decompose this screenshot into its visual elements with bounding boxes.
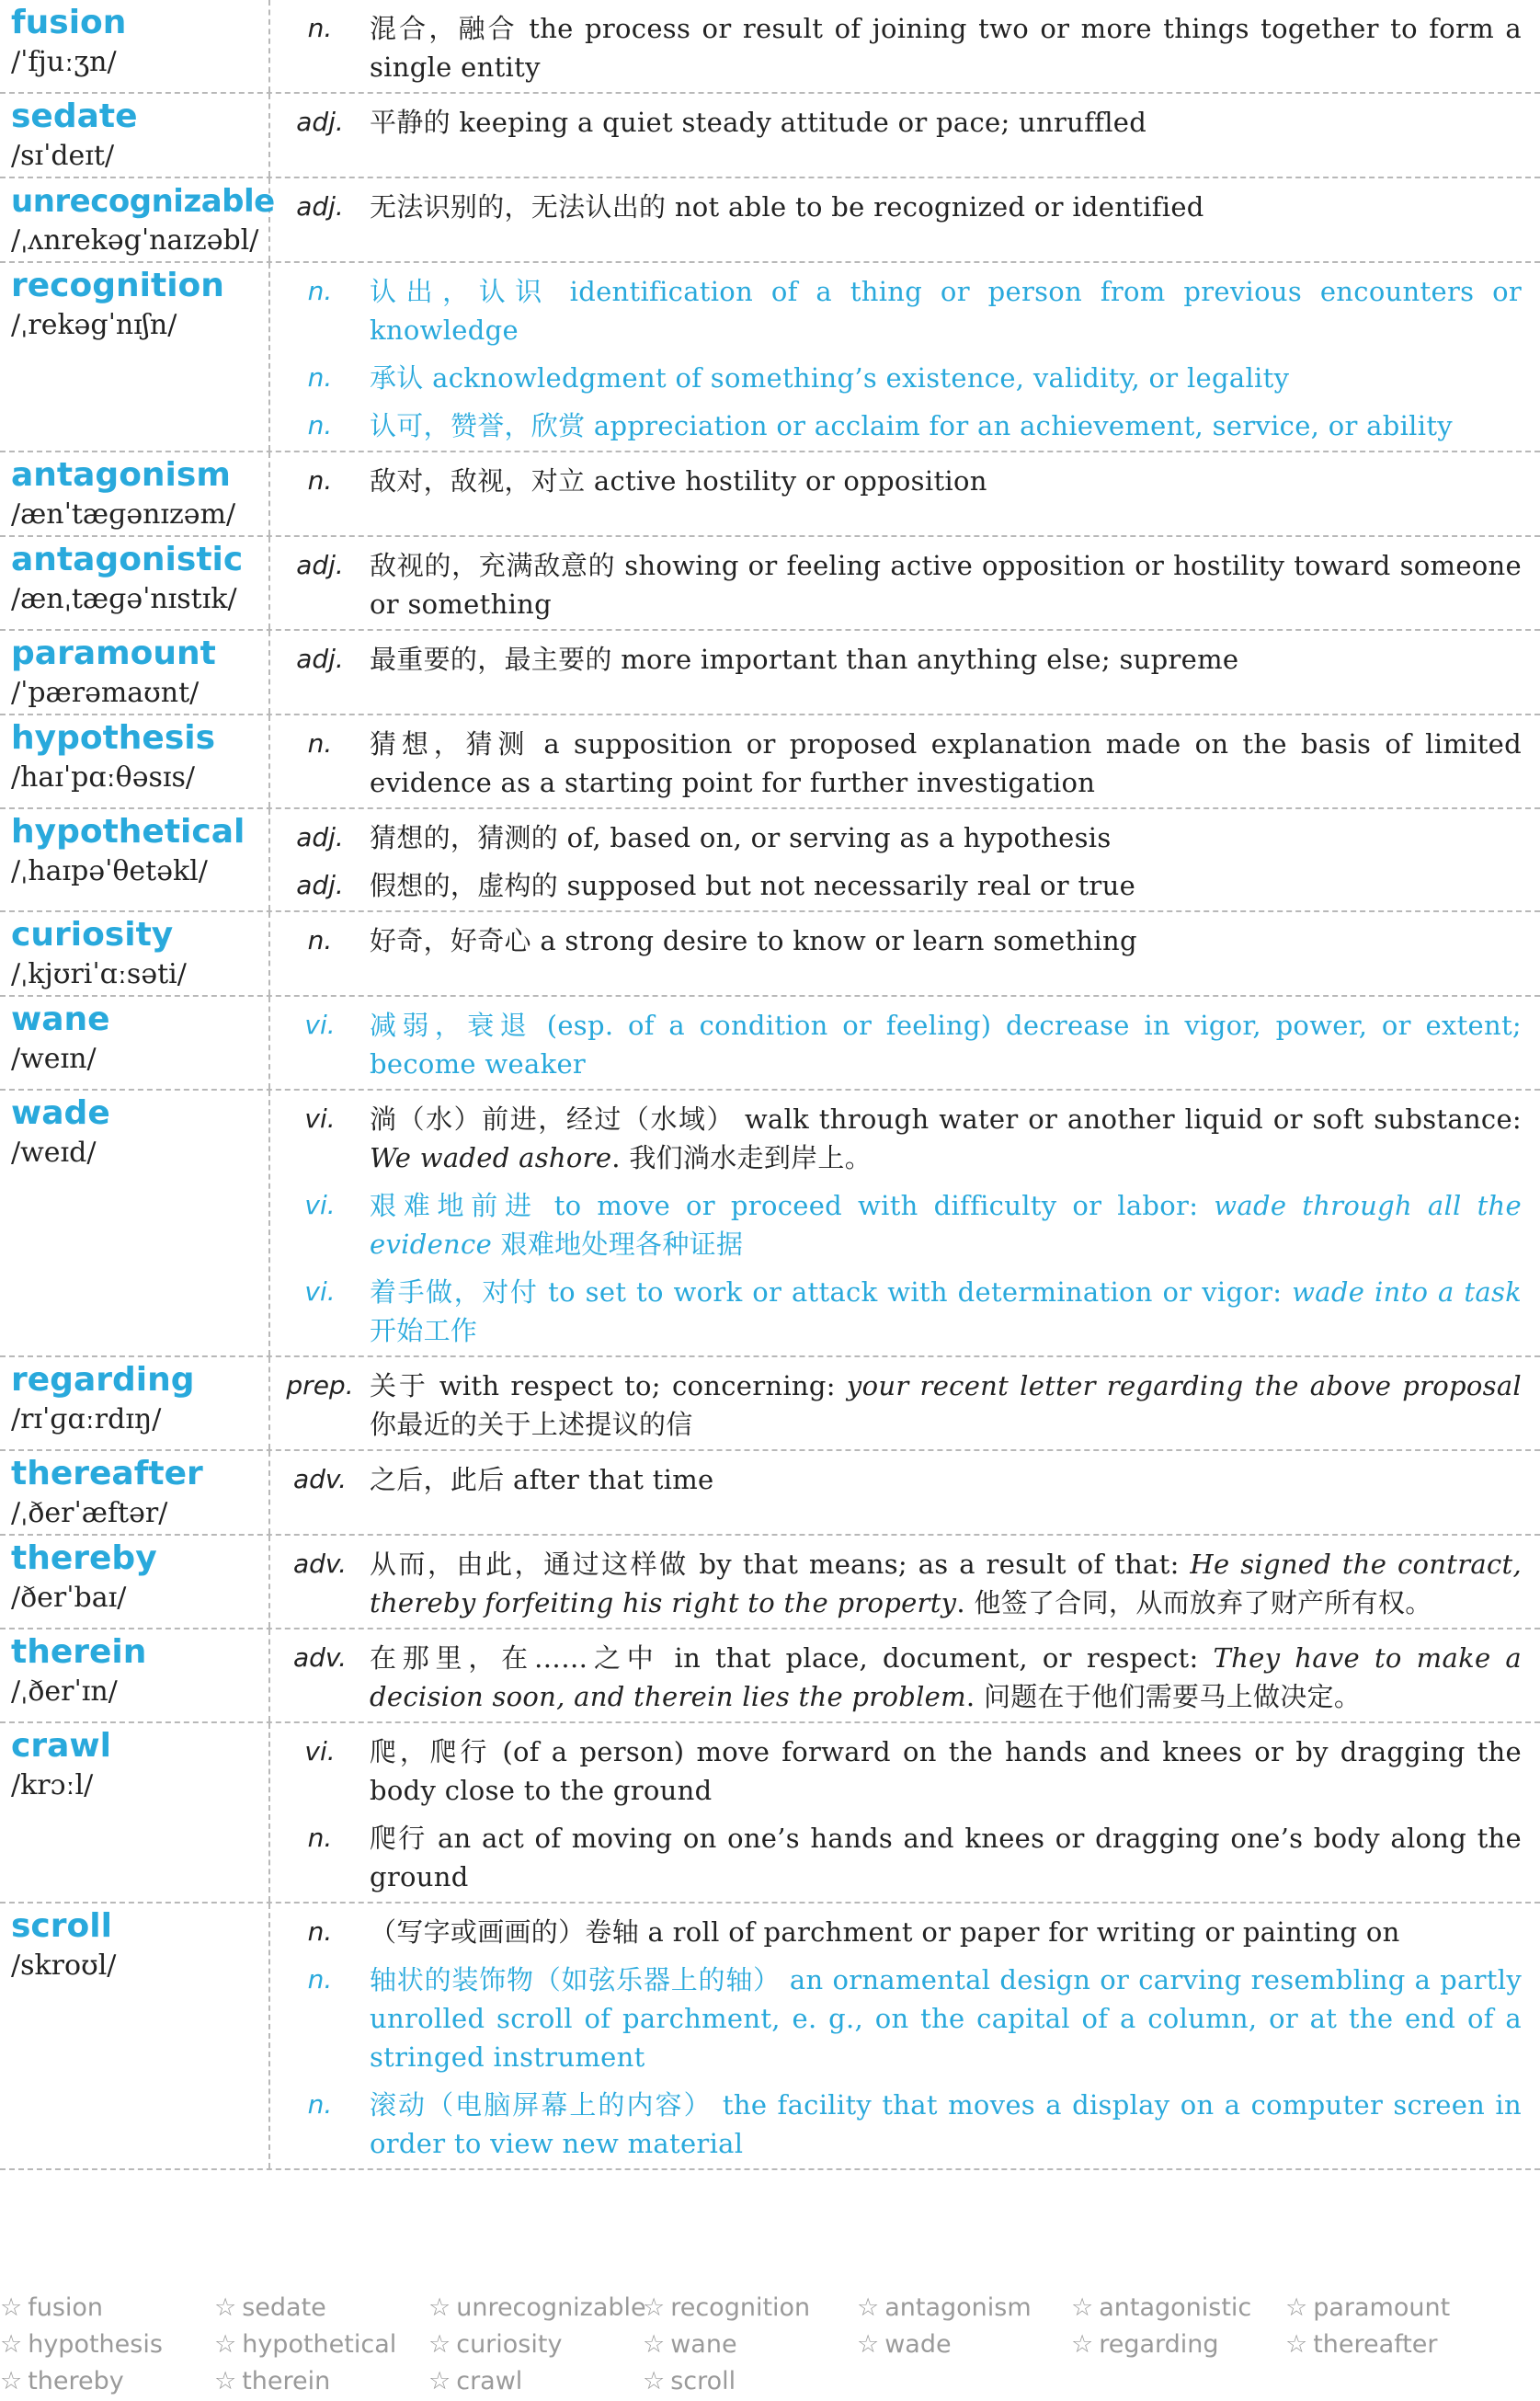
definition-main: 爬行 an act of moving on one’s hands and knees or dragging one’s body along the ground (370, 1823, 1522, 1892)
part-of-speech: vi. (304, 1010, 336, 1040)
headword-cell (0, 1357, 270, 1449)
definition-cell (270, 1536, 1540, 1628)
definition-main: 认出，认识 identification of a thing or person from previous encounters or knowledge (370, 276, 1522, 346)
star-icon: ☆ (214, 2330, 237, 2359)
sense (270, 2086, 1522, 2163)
phonetic: /ˈfjuːʒn/ (11, 46, 117, 78)
index-word: wade (884, 2330, 952, 2359)
headword: crawl (11, 1727, 111, 1765)
sense (270, 1961, 1522, 2076)
definition-main: 混合，融合 the process or result of joining two or more things together to form a single entity (370, 13, 1522, 83)
index-item (1071, 2290, 1285, 2327)
example-sentence: They have to make a decision soon, and therein lies the problem (370, 1642, 1522, 1712)
index-item (428, 2290, 646, 2327)
index-word: paramount (1313, 2293, 1451, 2322)
star-icon: ☆ (857, 2293, 880, 2322)
entry-row (0, 1904, 1540, 2170)
headword-cell (0, 263, 270, 451)
part-of-speech: n. (307, 925, 333, 955)
definition-text (370, 921, 1522, 960)
entry-row (0, 1723, 1540, 1904)
index-item (643, 2290, 857, 2327)
sense (270, 640, 1522, 679)
definition-cell (270, 263, 1540, 451)
index-word: unrecognizable (456, 2293, 646, 2322)
part-of-speech: n. (307, 1964, 333, 1995)
example-translation: 开始工作 (370, 1315, 478, 1346)
part-of-speech: n. (307, 728, 333, 759)
phonetic: /weɪd/ (11, 1137, 97, 1169)
part-of-speech: n. (307, 276, 333, 306)
part-of-speech: adv. (292, 1464, 348, 1494)
headword-cell (0, 631, 270, 714)
definition-text (370, 188, 1522, 226)
headword-cell (0, 1904, 270, 2168)
example-translation: . 问题在于他们需要马上做决定。 (965, 1681, 1362, 1712)
index-word: sedate (242, 2293, 326, 2322)
definition-text (370, 406, 1522, 445)
definition-main: 淌（水）前进，经过（水域） walk through water or another liquid or soft substance: (370, 1103, 1522, 1135)
entry-row (0, 94, 1540, 178)
definition-text (370, 1961, 1522, 2076)
definition-cell (270, 452, 1540, 535)
headword-cell (0, 912, 270, 995)
part-of-speech: n. (307, 465, 333, 496)
definition-text (370, 103, 1522, 142)
sense (270, 1819, 1522, 1896)
index-item (428, 2363, 643, 2400)
part-of-speech: n. (307, 410, 333, 440)
index-word: scroll (670, 2367, 736, 2395)
definition-main: （写字或画画的）卷轴 a roll of parchment or paper for writing or painting on (370, 1916, 1400, 1948)
sense (270, 1100, 1522, 1177)
headword: unrecognizable (11, 183, 275, 220)
star-icon: ☆ (0, 2293, 23, 2322)
definition-main: 轴状的装饰物（如弦乐器上的轴） an ornamental design or carving resembling a partly unrolled scroll of parchment, e. g., on the capital of a column, or at the end of a stringed instrument (370, 1964, 1522, 2073)
index-word: curiosity (456, 2330, 563, 2359)
index-item (0, 2290, 214, 2327)
example-translation: . 我们淌水走到岸上。 (611, 1142, 873, 1173)
phonetic: /rɪˈɡɑːrdɪŋ/ (11, 1403, 162, 1435)
star-icon: ☆ (643, 2330, 666, 2359)
phonetic: /ˌkjʊriˈɑːsəti/ (11, 958, 187, 990)
phonetic: /ˌhaɪpəˈθetəkl/ (11, 855, 208, 887)
phonetic: /ˌðerˈɪn/ (11, 1675, 118, 1708)
index-item (857, 2327, 1071, 2363)
index-word: wane (670, 2330, 737, 2359)
sense (270, 103, 1522, 142)
index-word: hypothetical (242, 2330, 397, 2359)
entry-row (0, 452, 1540, 537)
part-of-speech: adj. (296, 822, 344, 852)
entry-row (0, 997, 1540, 1091)
example-sentence: We waded ashore (370, 1142, 612, 1173)
part-of-speech: adj. (296, 107, 344, 137)
index-item (1285, 2290, 1500, 2327)
sense (270, 1186, 1522, 1263)
definition-text (370, 1460, 1522, 1499)
definition-text (370, 725, 1522, 802)
index-word: crawl (456, 2367, 523, 2395)
example-sentence: wade into a task (1292, 1276, 1522, 1308)
definition-cell (270, 178, 1540, 261)
star-icon: ☆ (1285, 2330, 1308, 2359)
part-of-speech: n. (307, 1823, 333, 1853)
definition-text (370, 640, 1522, 679)
star-icon: ☆ (428, 2293, 451, 2322)
phonetic: /ðerˈbaɪ/ (11, 1582, 127, 1614)
phonetic: /haɪˈpɑːθəsɪs/ (11, 761, 195, 794)
definition-cell (270, 1904, 1540, 2168)
star-icon: ☆ (428, 2367, 451, 2395)
definition-cell (270, 0, 1540, 92)
part-of-speech: n. (307, 1916, 333, 1947)
headword-cell (0, 178, 275, 261)
definition-text (370, 546, 1522, 623)
definition-main: 之后，此后 after that time (370, 1464, 714, 1495)
example-translation: 你最近的关于上述提议的信 (370, 1409, 693, 1440)
phonetic: /ænˌtæɡəˈnɪstɪk/ (11, 583, 237, 615)
definition-main: 平静的 keeping a quiet steady attitude or pace; unruffled (370, 107, 1147, 138)
index-item (428, 2327, 643, 2363)
word-index (0, 2290, 1540, 2400)
definition-cell (270, 715, 1540, 807)
index-item (643, 2363, 857, 2400)
headword: thereafter (11, 1455, 203, 1492)
part-of-speech: prep. (286, 1370, 354, 1401)
index-item (0, 2327, 214, 2363)
headword-cell (0, 94, 270, 177)
headword: antagonistic (11, 541, 244, 578)
star-icon: ☆ (0, 2330, 23, 2359)
phonetic: /ˈpærəmaʊnt/ (11, 677, 200, 709)
entry-row (0, 912, 1540, 997)
example-sentence: wade through all the evidence (370, 1190, 1522, 1260)
definition-text (370, 1366, 1522, 1444)
definition-main: 从而，由此，通过这样做 by that means; as a result of that: (370, 1549, 1191, 1580)
part-of-speech: n. (307, 362, 333, 393)
definition-main: 敌对，敌视，对立 active hostility or opposition (370, 465, 987, 497)
definition-text (370, 1545, 1522, 1622)
entry-row (0, 537, 1540, 631)
sense (270, 1639, 1522, 1716)
definition-cell (270, 1723, 1540, 1902)
headword-cell (0, 1091, 270, 1355)
definition-cell (270, 631, 1540, 714)
index-item (214, 2290, 428, 2327)
definition-main: 好奇，好奇心 a strong desire to know or learn something (370, 925, 1137, 956)
entry-row (0, 1536, 1540, 1629)
phonetic: /skroʊl/ (11, 1949, 117, 1982)
part-of-speech: n. (307, 2089, 333, 2120)
sense (270, 1006, 1522, 1083)
headword: thereby (11, 1539, 157, 1577)
definition-text (370, 1273, 1522, 1350)
example-translation: 艰难地处理各种证据 (492, 1229, 744, 1260)
phonetic: /ˌʌnrekəgˈnaɪzəbl/ (11, 224, 259, 257)
headword-cell (0, 0, 270, 92)
headword: regarding (11, 1361, 195, 1399)
definition-cell (270, 1091, 1540, 1355)
index-word: antagonism (884, 2293, 1032, 2322)
sense (270, 866, 1522, 905)
definition-main: 假想的，虚构的 supposed but not necessarily real or true (370, 870, 1136, 901)
star-icon: ☆ (857, 2330, 880, 2359)
definition-main: 减弱，衰退 (esp. of a condition or feeling) decrease in vigor, power, or extent; become weaker (370, 1010, 1522, 1080)
definition-main: 承认 acknowledgment of something’s existence, validity, or legality (370, 362, 1290, 394)
definition-main: 敌视的，充满敌意的 showing or feeling active opposition or hostility toward someone or something (370, 550, 1522, 620)
sense (270, 818, 1522, 857)
example-sentence: your recent letter regarding the above proposal (846, 1370, 1522, 1401)
sense (270, 725, 1522, 802)
definition-cell (270, 1629, 1540, 1721)
sense (270, 272, 1522, 349)
star-icon: ☆ (643, 2293, 666, 2322)
sense (270, 1732, 1522, 1810)
definition-main: 无法识别的，无法认出的 not able to be recognized or identified (370, 191, 1204, 223)
definition-text (370, 1819, 1522, 1896)
star-icon: ☆ (1071, 2293, 1094, 2322)
index-item (857, 2290, 1071, 2327)
index-item (1071, 2327, 1285, 2363)
definition-text (370, 866, 1522, 905)
index-word: hypothesis (28, 2330, 163, 2359)
index-word: thereafter (1313, 2330, 1438, 2359)
definition-main: 关于 with respect to; concerning: (370, 1370, 847, 1401)
headword: wade (11, 1094, 110, 1132)
star-icon: ☆ (1071, 2330, 1094, 2359)
definition-text (370, 1639, 1522, 1716)
headword-cell (0, 537, 270, 629)
index-item (643, 2327, 857, 2363)
definition-main: 滚动（电脑屏幕上的内容） the facility that moves a display on a computer screen in order to view new material (370, 2089, 1522, 2159)
headword-cell (0, 809, 270, 910)
headword: therein (11, 1633, 147, 1671)
definition-cell (270, 94, 1540, 177)
definition-text (370, 9, 1522, 86)
headword-cell (0, 1723, 270, 1902)
headword-cell (0, 1536, 270, 1628)
entry-row (0, 1091, 1540, 1357)
example-sentence: He signed the contract, thereby forfeiting his right to the property (370, 1549, 1522, 1618)
entry-row (0, 1357, 1540, 1451)
headword: sedate (11, 97, 138, 135)
entry-row (0, 263, 1540, 452)
sense (270, 1545, 1522, 1622)
definition-text (370, 1913, 1522, 1951)
sense (270, 9, 1522, 86)
phonetic: /weɪn/ (11, 1043, 97, 1075)
headword: scroll (11, 1907, 112, 1945)
sense (270, 546, 1522, 623)
definition-main: 爬，爬行 (of a person) move forward on the hands and knees or by dragging the body close to the ground (370, 1736, 1522, 1806)
star-icon: ☆ (0, 2367, 23, 2395)
definition-text (370, 1100, 1522, 1177)
part-of-speech: n. (307, 13, 333, 43)
definition-text (370, 1006, 1522, 1083)
index-word: regarding (1099, 2330, 1219, 2359)
phonetic: /ˌðerˈæftər/ (11, 1497, 168, 1529)
entry-row (0, 631, 1540, 715)
definition-cell (270, 997, 1540, 1089)
headword: antagonism (11, 456, 231, 494)
entry-row (0, 715, 1540, 809)
sense (270, 1366, 1522, 1444)
sense (270, 1460, 1522, 1499)
definition-text (370, 818, 1522, 857)
sense (270, 188, 1522, 226)
entry-row (0, 178, 1540, 263)
definition-text (370, 2086, 1522, 2163)
headword: curiosity (11, 916, 174, 954)
headword-cell (0, 1629, 270, 1721)
part-of-speech: vi. (304, 1103, 336, 1134)
entry-row (0, 0, 1540, 94)
phonetic: /sɪˈdeɪt/ (11, 140, 115, 172)
star-icon: ☆ (428, 2330, 451, 2359)
star-icon: ☆ (1285, 2293, 1308, 2322)
part-of-speech: vi. (304, 1736, 336, 1766)
definition-cell (270, 809, 1540, 910)
headword-cell (0, 1451, 270, 1534)
definition-cell (270, 912, 1540, 995)
example-translation: . 他签了合同，从而放弃了财产所有权。 (956, 1587, 1432, 1618)
star-icon: ☆ (643, 2367, 666, 2395)
sense (270, 921, 1522, 960)
definition-main: 在那里，在……之中 in that place, document, or respect: (370, 1642, 1214, 1674)
part-of-speech: adj. (296, 644, 344, 674)
entry-row (0, 809, 1540, 912)
index-item (1285, 2327, 1500, 2363)
definition-cell (270, 1357, 1540, 1449)
index-item (214, 2327, 428, 2363)
part-of-speech: vi. (304, 1190, 336, 1220)
headword-cell (0, 715, 270, 807)
part-of-speech: adj. (296, 550, 344, 580)
part-of-speech: adv. (292, 1549, 348, 1579)
definition-text (370, 359, 1522, 397)
definition-text (370, 272, 1522, 349)
part-of-speech: adj. (296, 191, 344, 222)
headword-cell (0, 452, 270, 535)
phonetic: /ˌrekəgˈnɪʃn/ (11, 309, 177, 341)
part-of-speech: vi. (304, 1276, 336, 1307)
headword: fusion (11, 4, 127, 41)
definition-cell (270, 537, 1540, 629)
sense (270, 1273, 1522, 1350)
definition-main: 最重要的，最主要的 more important than anything else; supreme (370, 644, 1239, 675)
entry-row (0, 1629, 1540, 1723)
definition-text (370, 462, 1522, 500)
star-icon: ☆ (214, 2367, 237, 2395)
definition-main: 着手做，对付 to set to work or attack with determination or vigor: (370, 1276, 1293, 1308)
phonetic: /ænˈtæɡənɪzəm/ (11, 498, 236, 531)
phonetic: /krɔːl/ (11, 1769, 94, 1801)
headword: wane (11, 1000, 110, 1038)
headword-cell (0, 997, 270, 1089)
definition-text (370, 1732, 1522, 1810)
headword: hypothesis (11, 719, 216, 757)
index-item (0, 2363, 214, 2400)
star-icon: ☆ (214, 2293, 237, 2322)
definition-main: 猜想，猜测 a supposition or proposed explanation made on the basis of limited evidence as a starting point for further investigation (370, 728, 1522, 798)
definition-text (370, 1186, 1522, 1263)
index-word: therein (242, 2367, 331, 2395)
definition-main: 猜想的，猜测的 of, based on, or serving as a hypothesis (370, 822, 1112, 853)
index-word: fusion (28, 2293, 104, 2322)
headword: hypothetical (11, 813, 245, 851)
sense (270, 359, 1522, 397)
entry-row (0, 1451, 1540, 1536)
headword: paramount (11, 635, 216, 672)
part-of-speech: adj. (296, 870, 344, 900)
index-word: recognition (670, 2293, 811, 2322)
definition-main: 艰难地前进 to move or proceed with difficulty or labor: (370, 1190, 1215, 1221)
index-word: thereby (28, 2367, 124, 2395)
definition-main: 认可，赞誉，欣赏 appreciation or acclaim for an achievement, service, or ability (370, 410, 1453, 441)
index-item (214, 2363, 428, 2400)
part-of-speech: adv. (292, 1642, 348, 1673)
sense (270, 406, 1522, 445)
index-word: antagonistic (1099, 2293, 1252, 2322)
definition-cell (270, 1451, 1540, 1534)
headword: recognition (11, 267, 224, 304)
sense (270, 462, 1522, 500)
sense (270, 1913, 1522, 1951)
